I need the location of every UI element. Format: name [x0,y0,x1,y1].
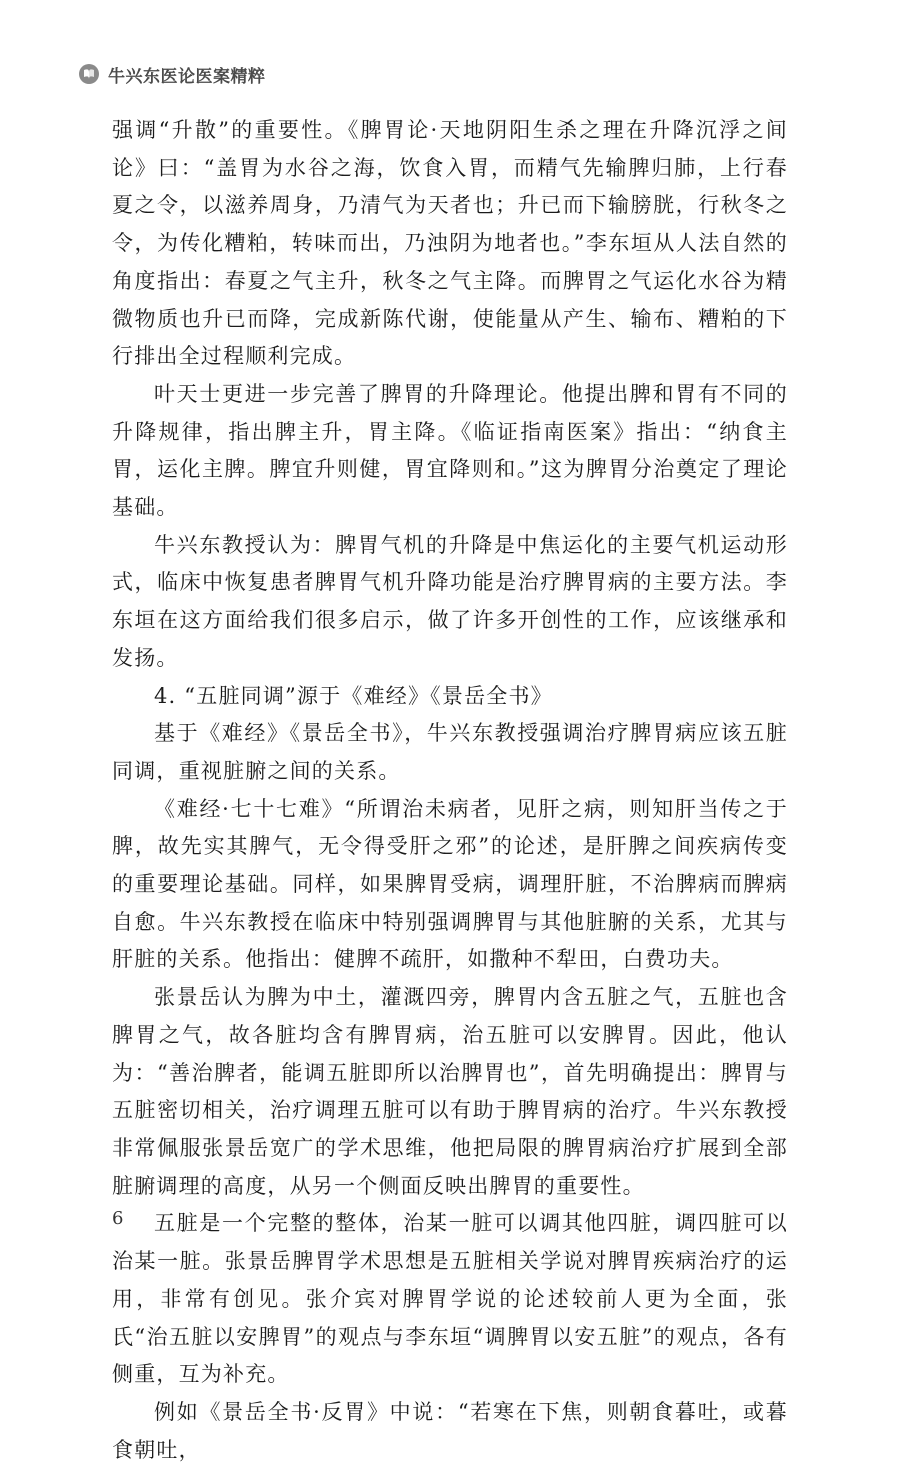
book-logo-icon [78,63,100,85]
page-body [112,112,788,1469]
paragraph-ye-tianshi: 叶天士更进一步完善了脾胃的升降理论。他提出脾和胃有不同的升降规律，指出脾主升，胃主降。《临证指南医案》指出：“纳食主胃，运化主脾。脾宜升则健，胃宜降则和。”这为脾胃分治奠定了理论基础。 [112,381,788,520]
paragraph-continued: 强调“升散”的重要性。《脾胃论·天地阴阳生杀之理在升降沉浮之间论》曰：“盖胃为水谷之海，饮食入胃，而精气先输脾归肺，上行春夏之令，以滋养周身，乃清气为天者也；升已而下输膀胱，行秋冬之令，为传化糟粕，转味而出，乃浊阴为地者也。”李东垣从人法自然的角度指出：春夏之气主升，秋冬之气主降。而脾胃之气运化水谷为精微物质也升已而降，完成新陈代谢，使能量从产生、输布、糟粕的下行排出全过程顺利完成。 [112,118,788,369]
paragraph-zhang-jingyue: 张景岳认为脾为中土，灌溉四旁，脾胃内含五脏之气，五脏也含脾胃之气，故各脏均含有脾胃病，治五脏可以安脾胃。因此，他认为：“善治脾者，能调五脏即所以治脾胃也”，首先明确提出：脾胃与五脏密切相关，治疗调理五脏可以有助于脾胃病的治疗。牛兴东教授非常佩服张景岳宽广的学术思维，他把局限的脾胃病治疗扩展到全部脏腑调理的高度，从另一个侧面反映出脾胃的重要性。 [112,985,788,1198]
paragraph-nanjing: 《难经·七十七难》“所谓治未病者，见肝之病，则知肝当传之于脾，故先实其脾气，无令得受肝之邪”的论述，是肝脾之间疾病传变的重要理论基础。同样，如果脾胃受病，调理肝脏，不治脾病而脾病自愈。牛兴东教授在临床中特别强调脾胃与其他脏腑的关系，尤其与肝脏的关系。他指出：健脾不疏肝，如撒种不犁田，白费功夫。 [112,796,788,972]
running-header [78,62,266,86]
book-title: 牛兴东医论医案精粹 [108,66,266,87]
page-number: 6 [112,1208,124,1229]
paragraph-five-organs: 五脏是一个完整的整体，治某一脏可以调其他四脏，调四脏可以治某一脏。张景岳脾胃学术思想是五脏相关学说对脾胃疾病治疗的运用，非常有创见。张介宾对脾胃学说的论述较前人更为全面，张氏“治五脏以安脾胃”的观点与李东垣“调脾胃以安五脏”的观点，各有侧重，互为补充。 [112,1211,788,1387]
paragraph-example: 例如《景岳全书·反胃》中说：“若寒在下焦，则朝食暮吐，或暮食朝吐， [112,1399,788,1462]
paragraph-intro: 基于《难经》《景岳全书》，牛兴东教授强调治疗脾胃病应该五脏同调，重视脏腑之间的关系。 [112,721,788,783]
paragraph-niu-view: 牛兴东教授认为：脾胃气机的升降是中焦运化的主要气机运动形式，临床中恢复患者脾胃气机升降功能是治疗脾胃病的主要方法。李东垣在这方面给我们很多启示，做了许多开创性的工作，应该继承和发扬。 [112,532,788,670]
section-heading: 4. “五脏同调”源于《难经》《景岳全书》 [154,683,553,708]
